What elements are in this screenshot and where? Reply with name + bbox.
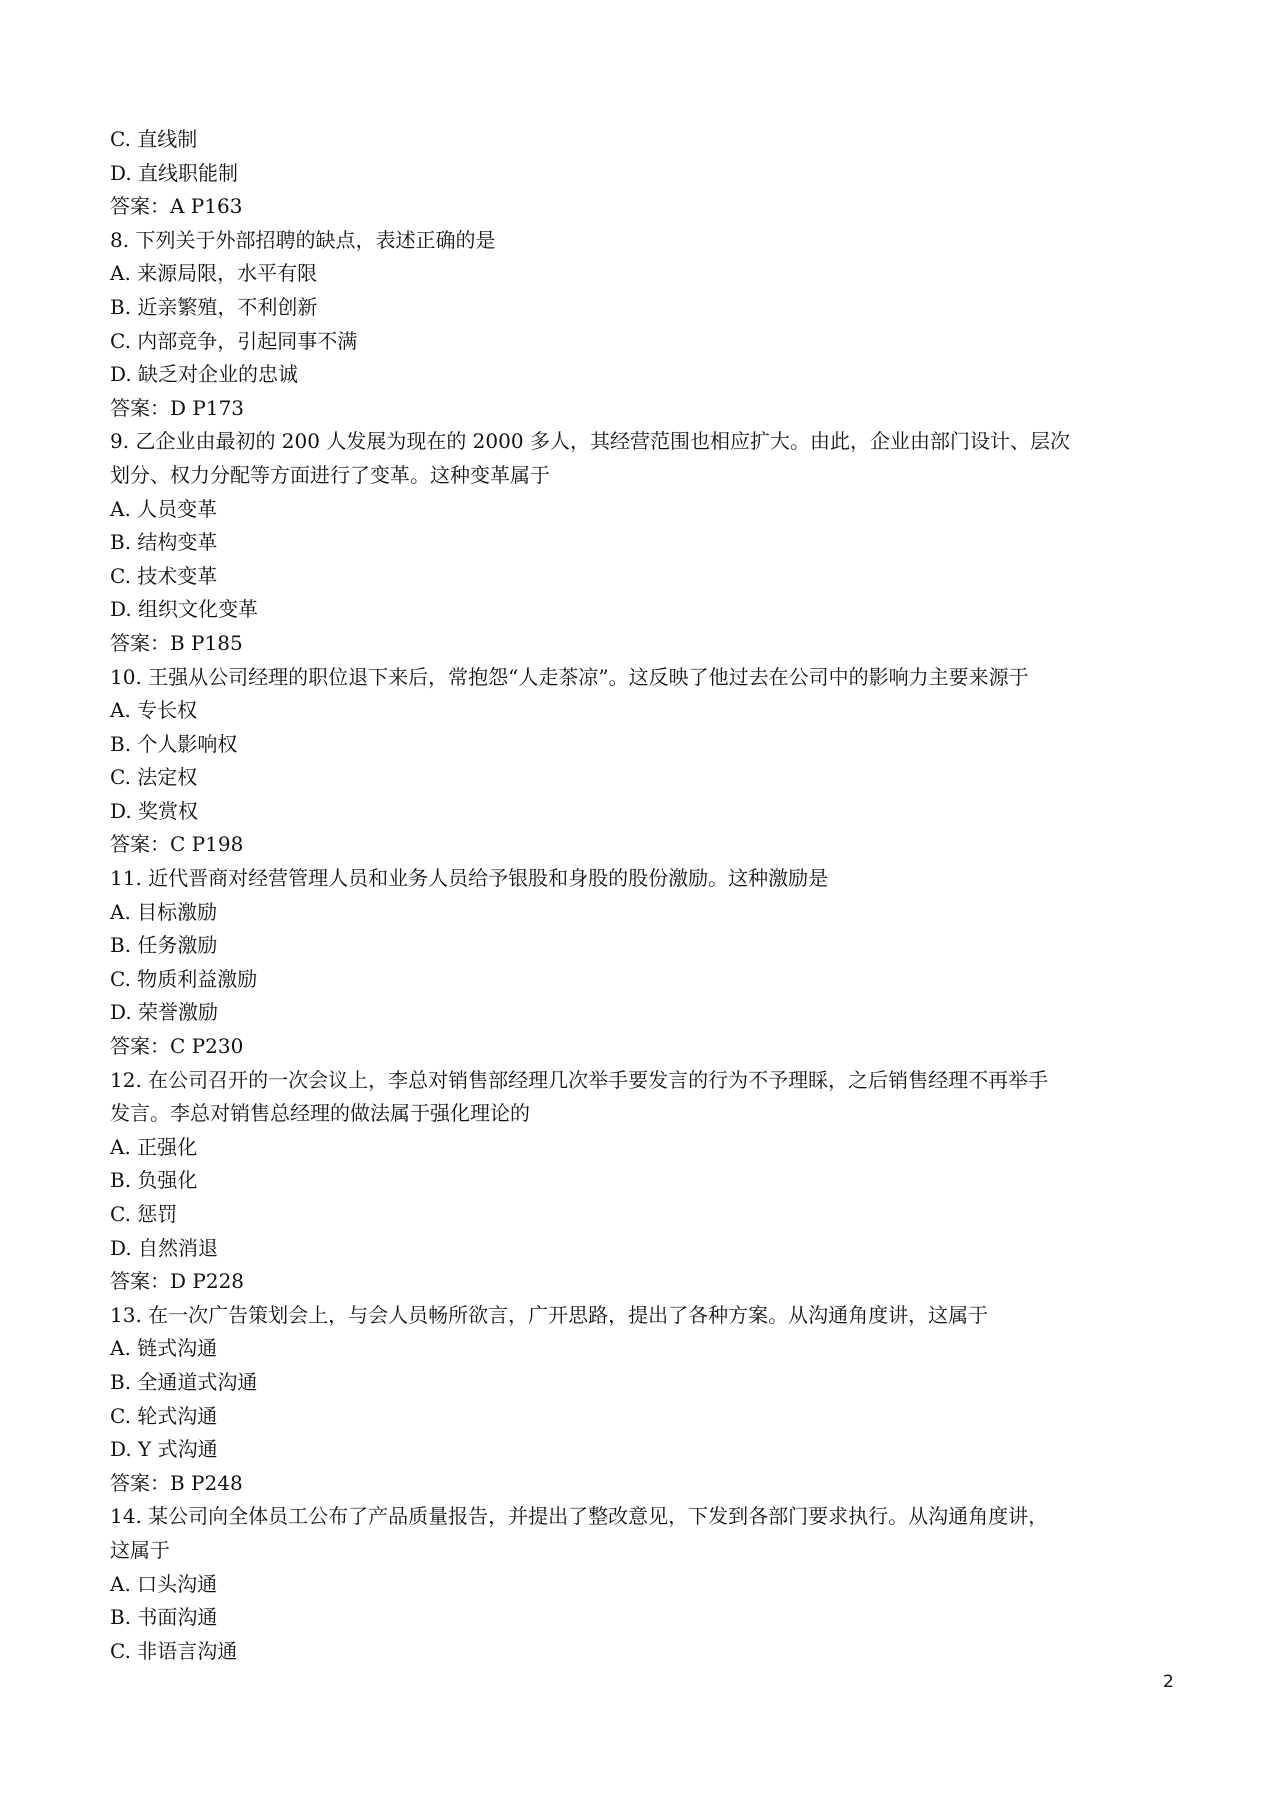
option-line: D. 缺乏对企业的忠诚 xyxy=(110,362,299,387)
option-line: D. 荣誉激励 xyxy=(110,1000,219,1025)
option-line: A. 人员变革 xyxy=(110,496,218,521)
option-line: B. 书面沟通 xyxy=(110,1605,218,1630)
option-line: A. 目标激励 xyxy=(110,899,218,924)
option-line: B. 结构变革 xyxy=(110,530,218,555)
question-line: 这属于 xyxy=(110,1537,170,1562)
option-line: C. 内部竞争，引起同事不满 xyxy=(110,328,358,353)
answer-line: 答案：C P198 xyxy=(110,832,244,857)
option-line: D. 组织文化变革 xyxy=(110,597,259,622)
question-line: 8. 下列关于外部招聘的缺点，表述正确的是 xyxy=(110,227,496,252)
option-line: A. 正强化 xyxy=(110,1134,198,1159)
option-line: C. 直线制 xyxy=(110,127,198,151)
answer-line: 答案：B P185 xyxy=(110,630,243,655)
option-line: C. 轮式沟通 xyxy=(110,1403,218,1428)
option-line: A. 口头沟通 xyxy=(110,1571,218,1596)
option-line: C. 非语言沟通 xyxy=(110,1638,238,1663)
option-line: A. 专长权 xyxy=(110,698,198,723)
option-line: C. 技术变革 xyxy=(110,563,218,588)
answer-line: 答案：D P173 xyxy=(110,395,245,420)
answer-line: 答案：C P230 xyxy=(110,1034,244,1059)
option-line: C. 惩罚 xyxy=(110,1202,178,1226)
answer-line: 答案：D P228 xyxy=(110,1269,245,1294)
option-line: A. 来源局限，水平有限 xyxy=(110,261,318,286)
option-line: D. 直线职能制 xyxy=(110,160,239,185)
option-line: B. 个人影响权 xyxy=(110,731,238,756)
option-line: D. 自然消退 xyxy=(110,1235,219,1260)
option-line: B. 任务激励 xyxy=(110,933,218,958)
option-line: B. 近亲繁殖，不利创新 xyxy=(110,294,318,319)
question-line: 10. 王强从公司经理的职位退下来后，常抱怨“人走茶凉”。这反映了他过去在公司中的影响力主要来源于 xyxy=(110,664,1029,689)
question-line: 14. 某公司向全体员工公布了产品质量报告，并提出了整改意见，下发到各部门要求执行。从沟通角度讲， xyxy=(110,1504,1049,1529)
question-line: 发言。李总对销售总经理的做法属于强化理论的 xyxy=(110,1101,530,1126)
question-line: 划分、权力分配等方面进行了变革。这种变革属于 xyxy=(110,462,550,487)
option-line: D. Y 式沟通 xyxy=(110,1437,218,1462)
page-number: 2 xyxy=(1163,1672,1174,1692)
option-line: A. 链式沟通 xyxy=(110,1336,218,1361)
question-line: 12. 在公司召开的一次会议上，李总对销售部经理几次举手要发言的行为不予理睬，之后销售经理不再举手 xyxy=(110,1067,1049,1092)
option-line: D. 奖赏权 xyxy=(110,798,199,823)
page-content xyxy=(110,123,1170,1668)
question-line: 13. 在一次广告策划会上，与会人员畅所欲言，广开思路，提出了各种方案。从沟通角度讲，这属于 xyxy=(110,1302,989,1327)
option-line: B. 全通道式沟通 xyxy=(110,1369,258,1394)
question-line: 11. 近代晋商对经营管理人员和业务人员给予银股和身股的股份激励。这种激励是 xyxy=(110,866,829,891)
option-line: C. 物质利益激励 xyxy=(110,966,258,991)
option-line: B. 负强化 xyxy=(110,1168,198,1193)
question-line: 9. 乙企业由最初的 200 人发展为现在的 2000 多人，其经营范围也相应扩大。由此，企业由部门设计、层次 xyxy=(110,429,1070,454)
answer-line: 答案：B P248 xyxy=(110,1470,243,1495)
answer-line: 答案：A P163 xyxy=(110,194,243,219)
option-line: C. 法定权 xyxy=(110,765,198,790)
